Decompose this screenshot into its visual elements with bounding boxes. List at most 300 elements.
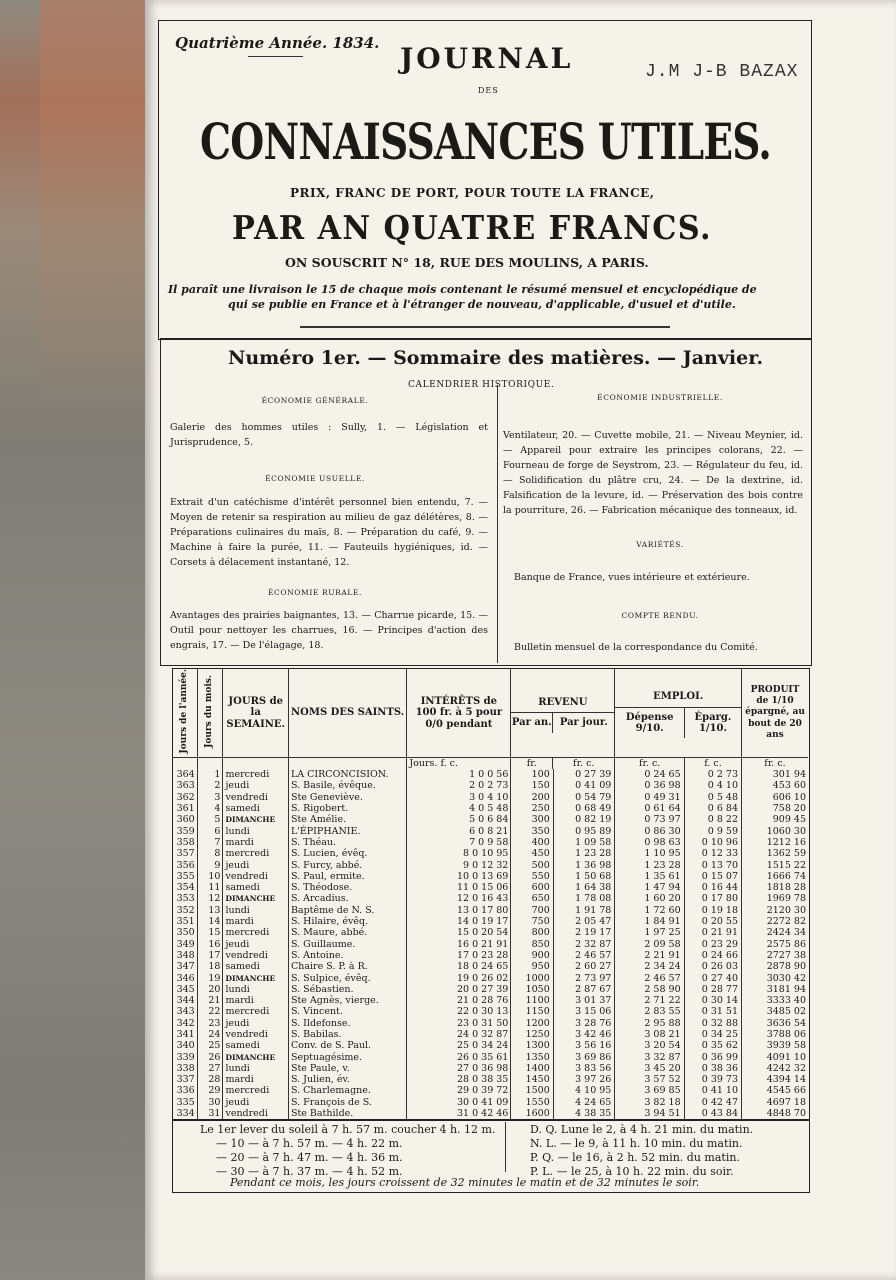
cell-jour-annee: 351	[176, 916, 195, 928]
cell-depense: 3 94 51	[644, 1108, 681, 1120]
cell-jour-mois: 8	[197, 848, 223, 859]
cell-produit: 3030 42	[742, 973, 808, 984]
cell-revenu-jour: 0 82 19	[553, 814, 615, 825]
calendar-row	[172, 860, 808, 871]
cell-jour-annee: 335	[176, 1096, 195, 1108]
cell-revenu-an: 600	[531, 882, 550, 894]
cell-jour-annee: 346	[176, 972, 195, 984]
footer-divider	[505, 1122, 506, 1172]
cell-interets: 23 0 31 50	[407, 1018, 511, 1029]
cell-epargne: 0 24 66	[684, 950, 741, 961]
sub-produit: fr. c.	[742, 757, 808, 769]
cell-jour-mois: 28	[197, 1074, 223, 1085]
calendar-row	[172, 1097, 808, 1108]
cell-epargne: 0 23 29	[684, 939, 741, 950]
cell-revenu-an: 100	[531, 769, 550, 781]
emploi-epargne: Éparg. 1/10.	[684, 708, 741, 739]
cell-interets: 21 0 28 76	[407, 995, 511, 1006]
cell-jour-semaine: DIMANCHE	[223, 973, 288, 984]
cell-jour-semaine: lundi	[223, 826, 288, 837]
cell-revenu-an: 1300	[525, 1040, 550, 1052]
calendar-row	[172, 984, 808, 995]
cell-nom-saint: S. Rigobert.	[288, 803, 406, 814]
cell-revenu-an: 1500	[525, 1085, 550, 1097]
cell-jour-mois: 14	[197, 916, 223, 927]
calendar-row	[172, 961, 808, 972]
cell-nom-saint: Ste Geneviève.	[288, 792, 406, 803]
cell-produit: 4848 70	[742, 1108, 808, 1119]
cell-jour-annee: 338	[176, 1062, 195, 1074]
emploi-cell	[615, 769, 742, 780]
cell-jour-annee: 350	[176, 927, 195, 939]
emploi-cell	[615, 905, 742, 916]
cell-interets: 10 0 13 69	[407, 871, 511, 882]
cell-produit: 4091 10	[742, 1052, 808, 1063]
cell-jour-semaine: mercredi	[223, 927, 288, 938]
cell-produit: 1362 59	[742, 848, 808, 859]
cell-produit: 2120 30	[742, 905, 808, 916]
year-underline	[248, 56, 303, 57]
cell-produit: 2878 90	[742, 961, 808, 972]
cell-jour-mois: 17	[197, 950, 223, 961]
cell-jour-mois: 7	[197, 837, 223, 848]
cell-jour-semaine: mercredi	[223, 1006, 288, 1017]
section-text-rurale: Avantages des prairies baignantes, 13. — Charrue picarde, 15. — Outil pour nettoyer les charrues, 16. — Principes d'action des engrais, 17. — De l'élagage, 18.	[170, 610, 488, 651]
col-jours-mois: Jours du mois.	[197, 669, 223, 757]
cell-revenu-jour: 1 64 38	[553, 882, 615, 893]
cell-jour-semaine: vendredi	[223, 950, 288, 961]
cell-nom-saint: L'ÉPIPHANIE.	[288, 826, 406, 837]
cell-nom-saint: Conv. de S. Paul.	[288, 1040, 406, 1051]
cell-jour-semaine: DIMANCHE	[223, 893, 288, 904]
section-heading-varietes: VARIÉTÉS.	[636, 540, 684, 549]
sun-line-4: — 30 — à 7 h. 37 m. — 4 h. 52 m.	[216, 1165, 403, 1178]
cell-interets: 6 0 8 21	[407, 826, 511, 837]
cell-depense: 2 95 88	[644, 1017, 681, 1029]
cell-jour-mois: 9	[197, 860, 223, 871]
revenu-cell	[511, 848, 615, 859]
cell-depense: 2 21 91	[644, 949, 681, 961]
calendar-row	[172, 1029, 808, 1040]
calendar-row	[172, 1108, 808, 1119]
cell-jour-mois: 6	[197, 826, 223, 837]
description-line-1: Il paraît une livraison le 15 de chaque mois contenant le résumé mensuel et encyclopédique de	[168, 283, 757, 296]
revenu-cell	[511, 1029, 615, 1040]
cell-nom-saint: S. Hilaire, évêq.	[288, 916, 406, 927]
calendar-row	[172, 1040, 808, 1051]
cell-jour-mois: 23	[197, 1018, 223, 1029]
sub-epargne: f. c.	[684, 758, 741, 769]
cell-revenu-an: 1450	[525, 1074, 550, 1086]
cell-jour-semaine: jeudi	[223, 939, 288, 950]
calendar-row	[172, 916, 808, 927]
cell-produit: 1515 22	[742, 860, 808, 871]
cell-nom-saint: S. Sulpice, évêq.	[288, 973, 406, 984]
revenu-cell	[511, 792, 615, 803]
cell-interets: 25 0 34 24	[407, 1040, 511, 1051]
cell-jour-semaine: samedi	[223, 803, 288, 814]
cell-nom-saint: S. Maure, abbé.	[288, 927, 406, 938]
calendar-row	[172, 927, 808, 938]
cell-revenu-an: 400	[531, 836, 550, 848]
cell-interets: 18 0 24 65	[407, 961, 511, 972]
cell-revenu-jour: 1 91 78	[553, 905, 615, 916]
cell-revenu-jour: 3 15 06	[553, 1006, 615, 1017]
emploi-cell	[615, 1006, 742, 1017]
cell-revenu-jour: 3 83 56	[553, 1063, 615, 1074]
cell-produit: 4242 32	[742, 1063, 808, 1074]
cell-epargne: 0 34 25	[684, 1029, 741, 1040]
calendar-row	[172, 939, 808, 950]
emploi-cell	[615, 950, 742, 961]
sommaire-divider	[497, 385, 498, 663]
cell-interets: 17 0 23 28	[407, 950, 511, 961]
cell-epargne: 0 42 47	[684, 1097, 741, 1108]
revenu-cell	[511, 893, 615, 904]
revenu-cell	[511, 1074, 615, 1085]
cell-interets: 4 0 5 48	[407, 803, 511, 814]
cell-jour-semaine: mercredi	[223, 848, 288, 859]
cell-depense: 1 72 60	[644, 904, 681, 916]
cell-jour-mois: 26	[197, 1052, 223, 1063]
cell-jour-semaine: DIMANCHE	[223, 1052, 288, 1063]
cell-jour-mois: 5	[197, 814, 223, 825]
cell-nom-saint: Ste Agnès, vierge.	[288, 995, 406, 1006]
cell-nom-saint: S. Arcadius.	[288, 893, 406, 904]
calendar-row	[172, 1006, 808, 1017]
emploi-cell	[615, 1097, 742, 1108]
cell-revenu-jour: 4 24 65	[553, 1097, 615, 1108]
cell-revenu-jour: 1 50 68	[553, 871, 615, 882]
revenu-cell	[511, 769, 615, 780]
cell-jour-semaine: lundi	[223, 905, 288, 916]
par-an-line: PAR AN QUATRE FRANCS.	[232, 208, 712, 247]
cell-epargne: 0 32 88	[684, 1018, 741, 1029]
calendar-row	[172, 950, 808, 961]
revenu-cell	[511, 860, 615, 871]
cell-revenu-an: 650	[531, 893, 550, 905]
cell-epargne: 0 41 10	[684, 1085, 741, 1096]
cell-jour-annee: 339	[176, 1051, 195, 1063]
cell-produit: 3333 40	[742, 995, 808, 1006]
revenu-cell	[511, 961, 615, 972]
cell-jour-semaine: lundi	[223, 984, 288, 995]
cell-nom-saint: S. Théodose.	[288, 882, 406, 893]
cell-epargne: 0 12 33	[684, 848, 741, 859]
cell-interets: 14 0 19 17	[407, 916, 511, 927]
cell-nom-saint: Ste Amélie.	[288, 814, 406, 825]
calendar-row	[172, 973, 808, 984]
cell-nom-saint: S. Antoine.	[288, 950, 406, 961]
cell-epargne: 0 8 22	[684, 814, 741, 825]
cell-jour-semaine: samedi	[223, 1040, 288, 1051]
cell-revenu-jour: 4 10 95	[553, 1085, 615, 1096]
cell-revenu-jour: 1 78 08	[553, 893, 615, 904]
cell-nom-saint: S. François de S.	[288, 1097, 406, 1108]
cell-produit: 453 60	[742, 780, 808, 791]
cell-produit: 2727 38	[742, 950, 808, 961]
col-interets: INTÉRÊTS de 100 fr. à 5 pour 0/0 pendant	[407, 669, 511, 757]
revenu-cell	[511, 939, 615, 950]
cell-epargne: 0 43 84	[684, 1108, 741, 1119]
cell-jour-semaine: mardi	[223, 916, 288, 927]
cell-interets: 7 0 9 58	[407, 837, 511, 848]
calendar-row	[172, 837, 808, 848]
emploi-cell	[615, 1074, 742, 1085]
emploi-cell	[615, 1018, 742, 1029]
cell-jour-mois: 24	[197, 1029, 223, 1040]
cell-revenu-jour: 2 60 27	[553, 961, 615, 972]
emploi-cell	[615, 860, 742, 871]
sun-line-3: — 20 — à 7 h. 47 m. — 4 h. 36 m.	[216, 1151, 403, 1164]
cell-jour-annee: 340	[176, 1040, 195, 1052]
calendar-row	[172, 893, 808, 904]
emploi-heading: EMPLOI.	[615, 687, 741, 707]
cell-revenu-jour: 0 54 79	[553, 792, 615, 803]
cell-interets: 29 0 39 72	[407, 1085, 511, 1096]
calendar-row	[172, 995, 808, 1006]
cell-epargne: 0 10 96	[684, 837, 741, 848]
cell-jour-annee: 363	[176, 780, 195, 792]
cell-depense: 0 24 65	[644, 769, 681, 781]
cell-jour-semaine: vendredi	[223, 1108, 288, 1119]
cell-depense: 1 47 94	[644, 882, 681, 894]
emploi-cell	[615, 893, 742, 904]
cell-jour-annee: 356	[176, 859, 195, 871]
cell-jour-mois: 15	[197, 927, 223, 938]
cell-revenu-jour: 0 68 49	[553, 803, 615, 814]
cell-revenu-jour: 0 27 39	[553, 769, 615, 780]
calendar-row	[172, 905, 808, 916]
year-line: Quatrième Année. 1834.	[175, 34, 380, 52]
calendar-row	[172, 848, 808, 859]
cell-produit: 1666 74	[742, 871, 808, 882]
cell-jour-annee: 358	[176, 836, 195, 848]
cell-epargne: 0 39 73	[684, 1074, 741, 1085]
revenu-cell	[511, 995, 615, 1006]
cell-interets: 8 0 10 95	[407, 848, 511, 859]
cell-jour-annee: 359	[176, 825, 195, 837]
cell-depense: 0 73 97	[644, 814, 681, 826]
revenu-cell	[511, 927, 615, 938]
cell-produit: 758 20	[742, 803, 808, 814]
cell-revenu-an: 200	[531, 791, 550, 803]
calendar-row	[172, 769, 808, 780]
cell-jour-annee: 347	[176, 961, 195, 973]
calendar-row	[172, 1074, 808, 1085]
cell-interets: 2 0 2 73	[407, 780, 511, 791]
calendar-row	[172, 1052, 808, 1063]
moon-line-1: D. Q. Lune le 2, à 4 h. 21 min. du matin.	[530, 1123, 754, 1136]
revenu-cell	[511, 950, 615, 961]
section-heading-industrielle: ÉCONOMIE INDUSTRIELLE.	[597, 393, 723, 402]
cell-depense: 3 57 52	[644, 1074, 681, 1086]
cell-nom-saint: S. Basile, évêque.	[288, 780, 406, 791]
section-text-industrielle: Ventilateur, 20. — Cuvette mobile, 21. — Niveau Meynier, id. — Appareil pour extraire les principes colorans, 22. — Fourneau de forge de Seystrom, 23. — Régulateur du feu, id. — Solidification du plâtre cru, 24. — De la dextrine, id. Falsification de la levure, id. — Préservation des bois contre la pourriture, 26. — Fabrication mécanique des tonneaux, id.	[503, 430, 803, 516]
col-revenu	[511, 669, 615, 757]
cell-revenu-jour: 2 46 57	[553, 950, 615, 961]
cell-nom-saint: S. Ildefonse.	[288, 1018, 406, 1029]
cell-revenu-jour: 2 05 47	[553, 916, 615, 927]
cell-revenu-an: 500	[531, 859, 550, 871]
revenu-cell	[511, 1108, 615, 1119]
revenu-cell	[511, 882, 615, 893]
cell-interets: 26 0 35 61	[407, 1052, 511, 1063]
revenu-cell	[511, 1097, 615, 1108]
cell-jour-semaine: samedi	[223, 882, 288, 893]
cell-jour-mois: 25	[197, 1040, 223, 1051]
cell-jour-mois: 13	[197, 905, 223, 916]
cell-revenu-jour: 3 56 16	[553, 1040, 615, 1051]
cell-nom-saint: S. Charlemagne.	[288, 1085, 406, 1096]
cell-depense: 2 58 90	[644, 983, 681, 995]
cell-revenu-an: 550	[531, 870, 550, 882]
calendar-row	[172, 780, 808, 791]
cell-jour-mois: 30	[197, 1097, 223, 1108]
cell-epargne: 0 4 10	[684, 780, 741, 791]
cell-jour-semaine: mercredi	[223, 769, 288, 780]
cell-revenu-an: 1000	[525, 972, 550, 984]
cell-jour-mois: 20	[197, 984, 223, 995]
calendar-row	[172, 826, 808, 837]
cell-jour-annee: 342	[176, 1017, 195, 1029]
revenu-cell	[511, 1040, 615, 1051]
cell-epargne: 0 27 40	[684, 973, 741, 984]
cell-jour-semaine: vendredi	[223, 871, 288, 882]
cell-nom-saint: S. Julien, év.	[288, 1074, 406, 1085]
emploi-depense: Dépense 9/10.	[625, 711, 674, 735]
revenu-cell	[511, 837, 615, 848]
cell-interets: 30 0 41 09	[407, 1097, 511, 1108]
cell-produit: 3181 94	[742, 984, 808, 995]
revenu-cell	[511, 871, 615, 882]
cell-revenu-an: 1600	[525, 1108, 550, 1120]
cell-jour-mois: 2	[197, 780, 223, 791]
revenu-cell	[511, 1085, 615, 1096]
emploi-cell	[615, 927, 742, 938]
cell-depense: 0 86 30	[644, 825, 681, 837]
emploi-cell	[615, 837, 742, 848]
cell-interets: 5 0 6 84	[407, 814, 511, 825]
emploi-cell	[615, 1052, 742, 1063]
emploi-cell	[615, 984, 742, 995]
cell-epargne: 0 36 99	[684, 1052, 741, 1063]
cell-depense: 1 84 91	[644, 916, 681, 928]
cell-revenu-an: 800	[531, 927, 550, 939]
cell-epargne: 0 31 51	[684, 1006, 741, 1017]
cell-nom-saint: Septuagésime.	[288, 1052, 406, 1063]
cell-jour-annee: 362	[176, 791, 195, 803]
cell-depense: 0 49 31	[644, 791, 681, 803]
calendar-row	[172, 1018, 808, 1029]
cell-jour-semaine: vendredi	[223, 792, 288, 803]
emploi-cell	[615, 814, 742, 825]
cell-depense: 3 69 85	[644, 1085, 681, 1097]
sub-revenu-jour: fr. c.	[552, 758, 614, 769]
cell-produit: 2575 86	[742, 939, 808, 950]
section-heading-compte-rendu: COMPTE RENDU.	[621, 611, 699, 620]
cell-jour-annee: 354	[176, 882, 195, 894]
cell-produit: 1212 16	[742, 837, 808, 848]
cell-produit: 3939 58	[742, 1040, 808, 1051]
col-produit: PRODUIT de 1/10 épargné, au bout de 20 ans	[742, 669, 808, 757]
cell-produit: 606 10	[742, 792, 808, 803]
emploi-cell	[615, 826, 742, 837]
cell-jour-mois: 16	[197, 939, 223, 950]
cell-jour-annee: 341	[176, 1029, 195, 1040]
col-emploi	[615, 669, 742, 757]
revenu-cell	[511, 905, 615, 916]
cell-depense: 2 83 55	[644, 1006, 681, 1018]
cell-produit: 1969 78	[742, 893, 808, 904]
revenu-cell	[511, 916, 615, 927]
cell-revenu-an: 1200	[525, 1017, 550, 1029]
cell-revenu-an: 150	[531, 780, 550, 792]
cell-revenu-jour: 3 69 86	[553, 1052, 615, 1063]
cell-jour-mois: 4	[197, 803, 223, 814]
cell-depense: 3 32 87	[644, 1051, 681, 1063]
revenu-cell	[511, 826, 615, 837]
cell-produit: 2424 34	[742, 927, 808, 938]
cell-depense: 3 08 21	[644, 1029, 681, 1040]
cell-interets: 20 0 27 39	[407, 984, 511, 995]
emploi-cell	[615, 871, 742, 882]
cell-revenu-an: 1150	[525, 1006, 550, 1018]
cell-nom-saint: S. Vincent.	[288, 1006, 406, 1017]
cell-revenu-jour: 0 95 89	[553, 826, 615, 837]
cell-epargne: 0 16 44	[684, 882, 741, 893]
moon-line-4: P. L. — le 25, à 10 h. 22 min. du soir.	[530, 1165, 734, 1178]
emploi-cell	[615, 1040, 742, 1051]
cell-jour-annee: 353	[176, 893, 195, 905]
cell-produit: 4697 18	[742, 1097, 808, 1108]
cell-depense: 3 82 18	[644, 1096, 681, 1108]
calendar-row	[172, 814, 808, 825]
cell-jour-mois: 3	[197, 792, 223, 803]
cell-interets: 19 0 26 02	[407, 973, 511, 984]
cell-interets: 27 0 36 98	[407, 1063, 511, 1074]
cell-jour-annee: 360	[176, 814, 195, 826]
calendar-row	[172, 871, 808, 882]
emploi-cell	[615, 1063, 742, 1074]
cell-nom-saint: LA CIRCONCISION.	[288, 769, 406, 780]
cell-jour-mois: 22	[197, 1006, 223, 1017]
cell-interets: 12 0 16 43	[407, 893, 511, 904]
cell-produit: 4394 14	[742, 1074, 808, 1085]
section-text-varietes: Banque de France, vues intérieure et extérieure.	[514, 572, 750, 583]
section-heading-generale: ÉCONOMIE GÉNÉRALE.	[261, 396, 369, 405]
cell-revenu-an: 300	[531, 814, 550, 826]
calendar-row	[172, 1063, 808, 1074]
cell-interets: 3 0 4 10	[407, 792, 511, 803]
cell-nom-saint: S. Babilas.	[288, 1029, 406, 1040]
cell-jour-semaine: DIMANCHE	[223, 814, 288, 825]
cell-jour-mois: 10	[197, 871, 223, 882]
cell-depense: 1 10 95	[644, 848, 681, 860]
revenu-cell	[511, 1018, 615, 1029]
cell-nom-saint: Ste Bathilde.	[288, 1108, 406, 1119]
cell-revenu-an: 1050	[525, 983, 550, 995]
col-jours-annee: Jours de l'année.	[172, 669, 197, 757]
cell-depense: 2 34 24	[644, 961, 681, 973]
cell-nom-saint: S. Guillaume.	[288, 939, 406, 950]
cell-revenu-jour: 3 42 46	[553, 1029, 615, 1040]
cell-nom-saint: S. Paul, ermite.	[288, 871, 406, 882]
revenu-cell	[511, 1006, 615, 1017]
cell-jour-mois: 21	[197, 995, 223, 1006]
cell-revenu-an: 1250	[525, 1029, 550, 1040]
cell-produit: 4545 66	[742, 1085, 808, 1096]
